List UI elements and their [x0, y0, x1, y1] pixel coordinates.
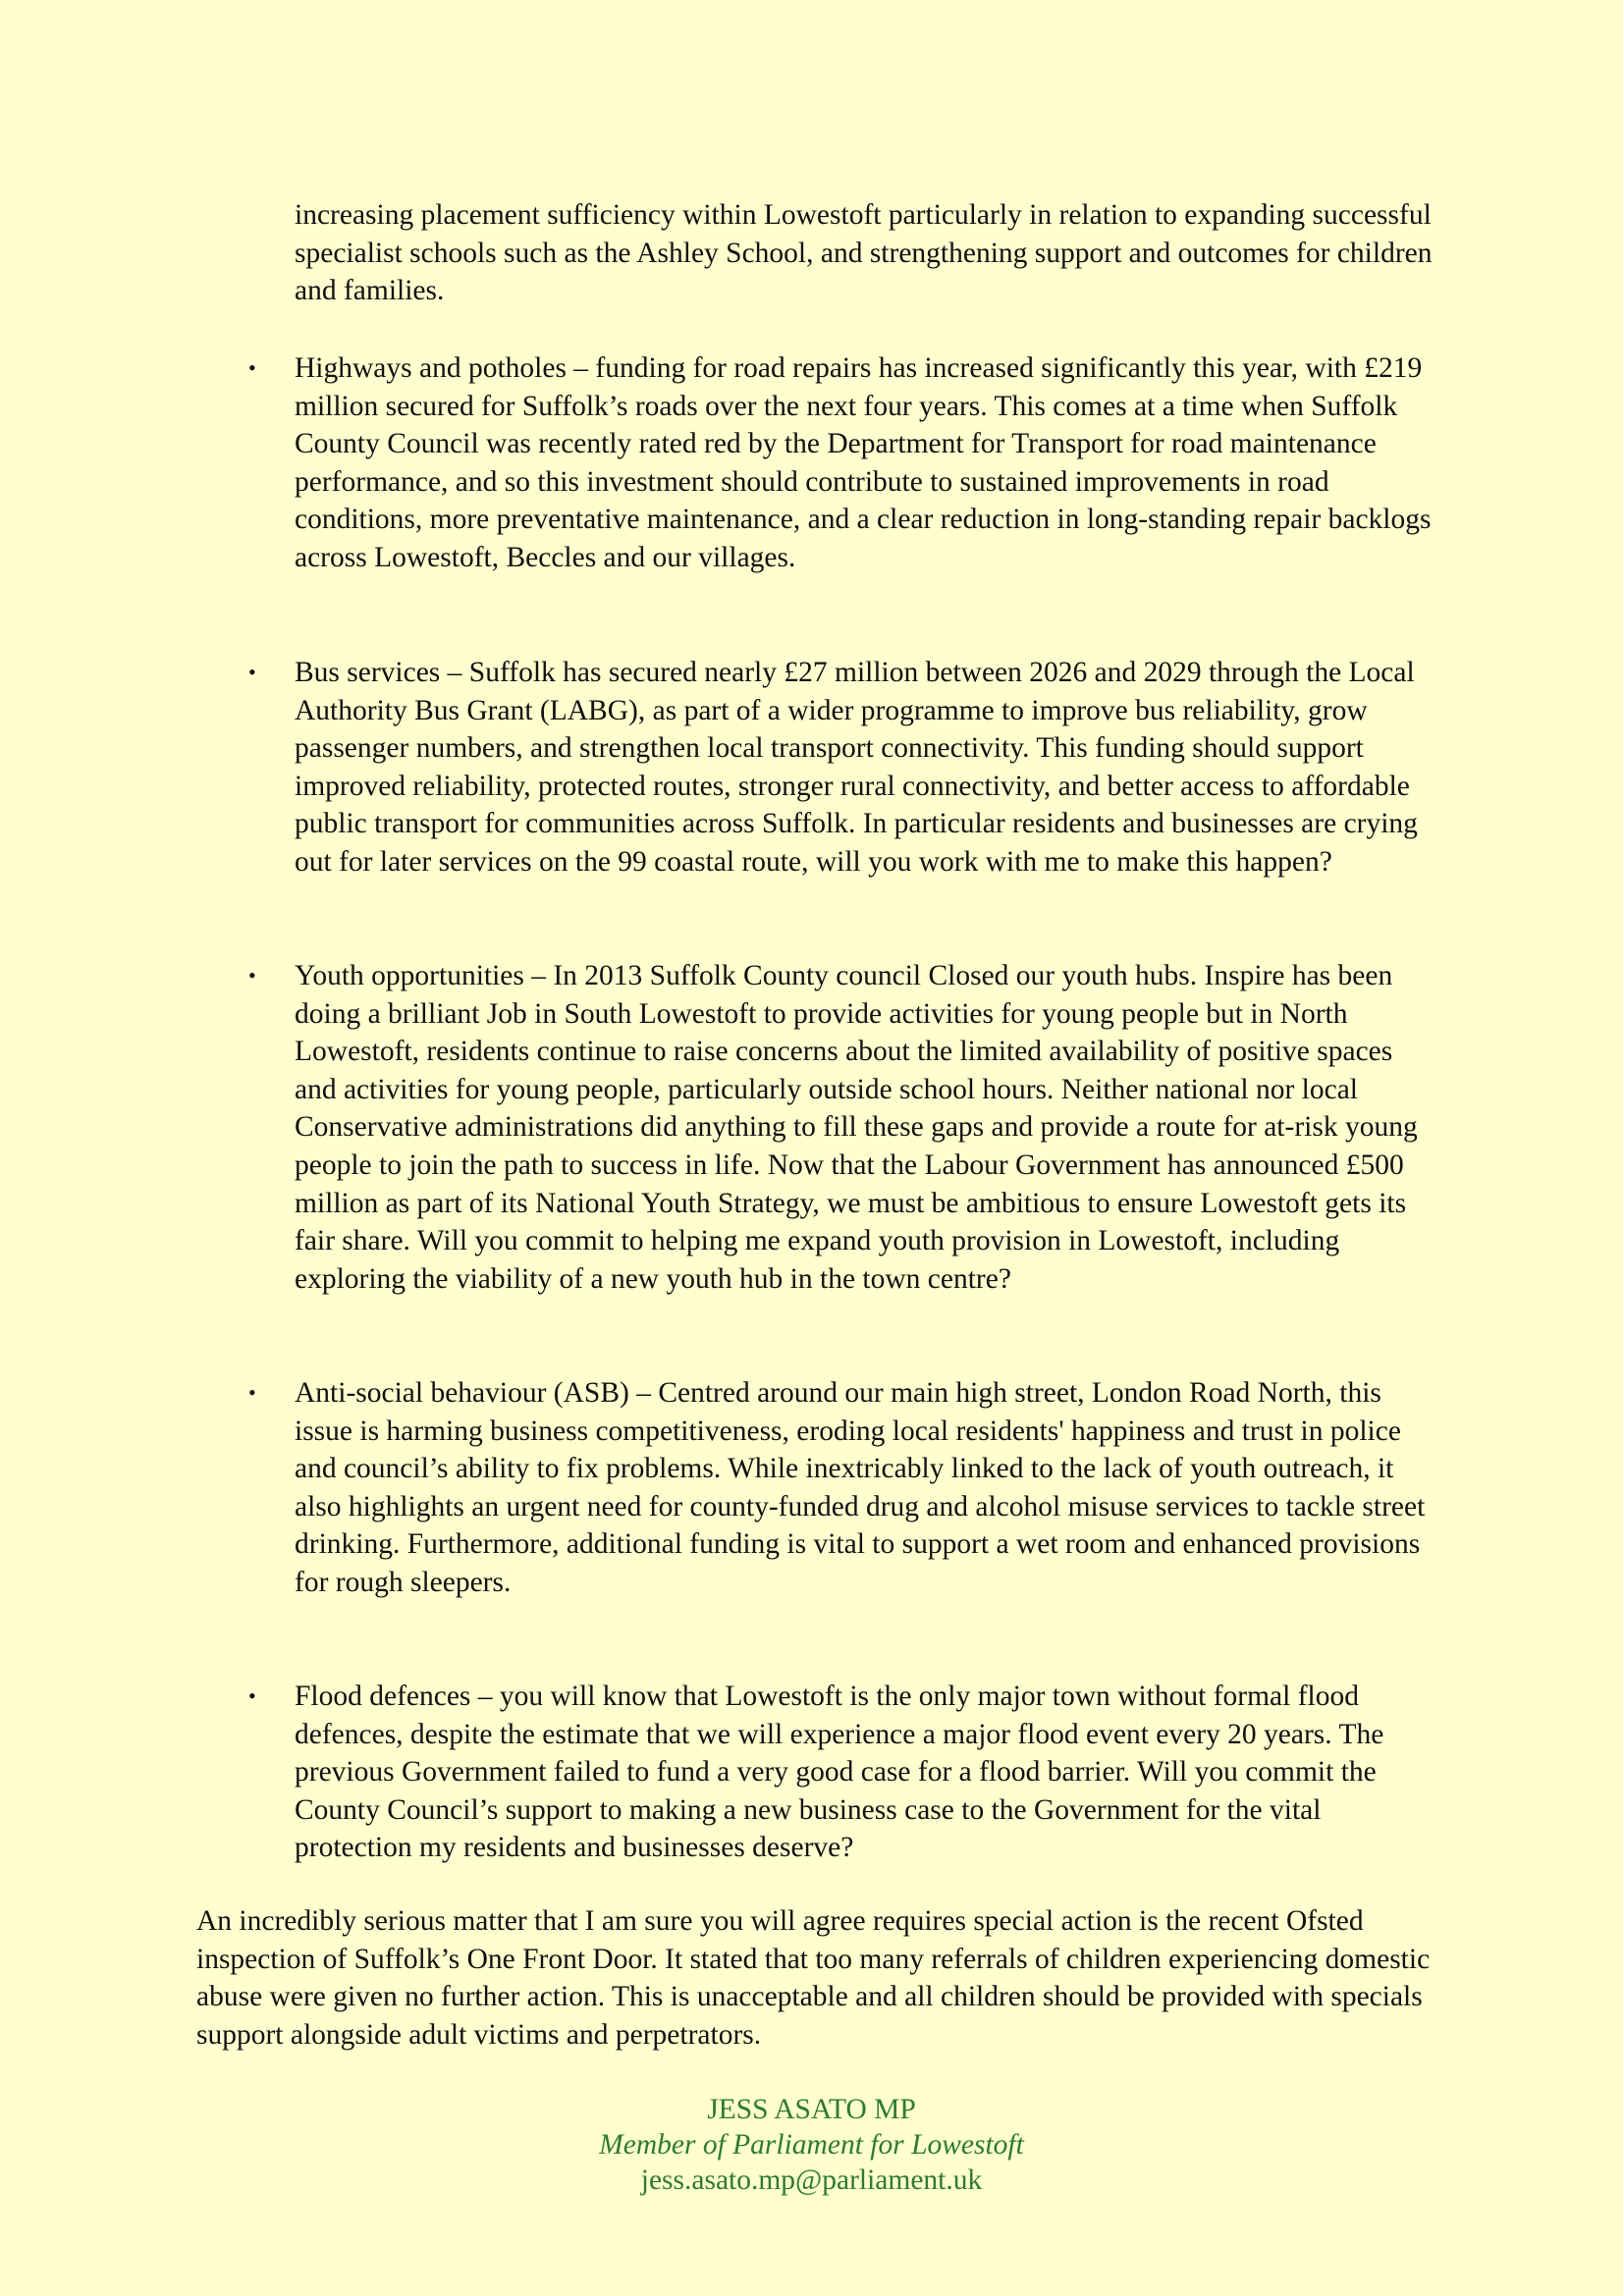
bullet-text: Youth opportunities – In 2013 Suffolk County council Closed our youth hubs. Inspire has been doing a brilliant Job in South Lowestoft to provide activities for young people but in North Lowestoft, residents continue to raise concerns about the limited availability of positive spaces and activities for young people, particularly outside school hours. Neither national nor local Conservative administrations did anything to fill these gaps and provide a route for at-risk young people to join the path to success in life. Now that the Labour Government has announced £500 million as part of its National Youth Strategy, we must be ambitious to ensure Lowestoft gets its fair share. Will you commit to helping me expand youth provision in Lowestoft, including exploring the viability of a new youth hub in the town centre? — [295, 960, 1418, 1295]
bullet-marker: • — [248, 660, 256, 684]
bullet-item-youth-opportunities — [248, 957, 1434, 1298]
bullet-marker: • — [248, 1380, 256, 1405]
bullet-marker: • — [248, 355, 256, 380]
bullet-item-bus-services — [248, 654, 1434, 881]
bullet-text: Bus services – Suffolk has secured nearly £27 million between 2026 and 2029 through the Local Authority Bus Grant (LABG), as part of a wider programme to improve bus reliability, grow passenger numbers, and strengthen local transport connectivity. This funding should support improved reliability, protected routes, stronger rural connectivity, and better access to affordable public transport for communities across Suffolk. In particular residents and businesses are crying out for later services on the 99 coastal route, will you work with me to make this happen? — [295, 657, 1418, 878]
bullet-marker: • — [248, 1683, 256, 1708]
bullet-text: Highways and potholes – funding for road repairs has increased significantly this year, with £219 million secured for Suffolk’s roads over the next four years. This comes at a time when Suffolk County Council was recently rated red by the Department for Transport for road maintenance performance, and so this investment should contribute to sustained improvements in road conditions, more preventative maintenance, and a clear reduction in long-standing repair backlogs across Lowestoft, Beccles and our villages. — [295, 352, 1432, 573]
signature-email: jess.asato.mp@parliament.uk — [640, 2164, 983, 2196]
signature-block — [0, 2092, 1623, 2198]
signature-name: JESS ASATO MP — [707, 2094, 916, 2125]
bullet-text: Flood defences – you will know that Lowestoft is the only major town without formal flood defences, despite the estimate that we will experience a major flood event every 20 years. The previous Government failed to fund a very good case for a flood barrier. Will you commit the County Council’s support to making a new business case to the Government for the vital protection my residents and businesses deserve? — [295, 1681, 1384, 1864]
bullet-marker: • — [248, 963, 256, 988]
signature-role: Member of Parliament for Lowestoft — [599, 2129, 1024, 2161]
bullet-text: Anti-social behaviour (ASB) – Centred around our main high street, London Road North, this issue is harming business competitiveness, eroding local residents' happiness and trust in police and council’s ability to fix problems. While inextricably linked to the lack of youth outreach, it also highlights an urgent need for county-funded drug and alcohol misuse services to tackle street drinking. Furthermore, additional funding is vital to support a wet room and enhanced provisions for rough sleepers. — [295, 1377, 1426, 1598]
bullet-item-anti-social-behaviour — [248, 1374, 1434, 1602]
bullet-item-highways — [248, 349, 1434, 577]
bullet-item-flood-defences — [248, 1678, 1434, 1867]
continuation-paragraph: increasing placement sufficiency within Lowestoft particularly in relation to expanding successful specialist schools such as the Ashley School, and strengthening support and outcomes for children and families. — [295, 199, 1433, 307]
closing-paragraph: An incredibly serious matter that I am sure you will agree requires special action is the recent Ofsted inspection of Suffolk’s One Front Door. It stated that too many referrals of children experiencing domestic abuse were given no further action. This is unacceptable and all children should be provided with specials support alongside adult victims and perpetrators. — [196, 1905, 1431, 2051]
